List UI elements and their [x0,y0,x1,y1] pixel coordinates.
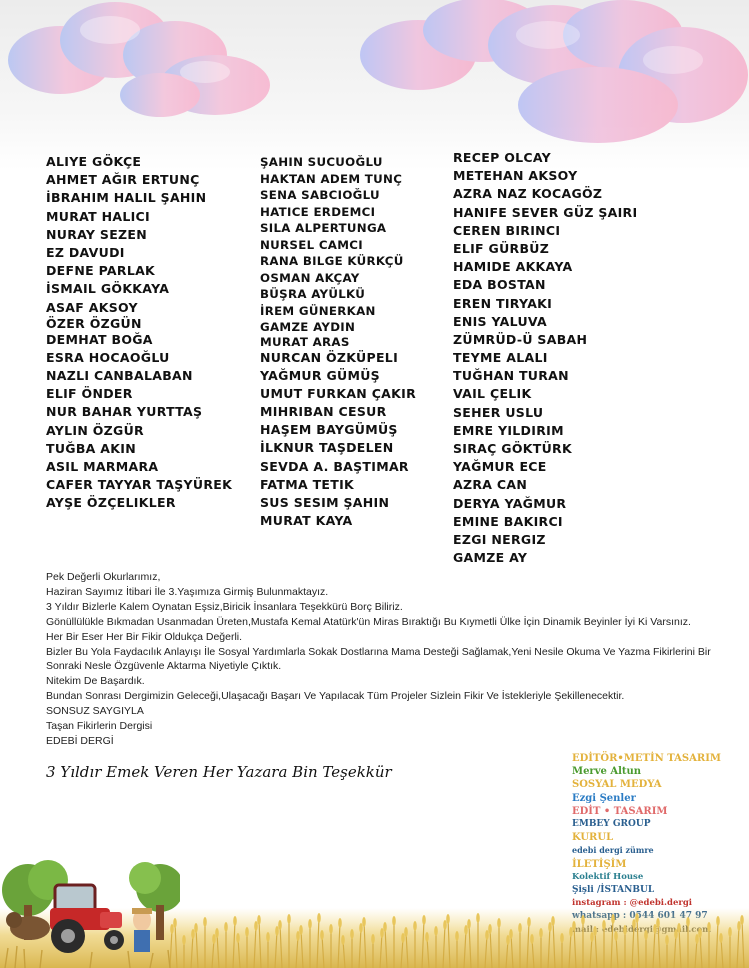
name-item: AZRA NAZ KOCAGÖZ [453,186,603,202]
name-item: EDA BOSTAN [453,277,546,293]
editorial-letter [46,570,736,749]
name-item: NURSEL CAMCI [260,237,363,252]
name-item: YAĞMUR ECE [453,459,547,475]
name-item: ASAF AKSOY [46,299,138,315]
name-item: İSMAIL GÖKKAYA [46,281,170,297]
name-item: EZ DAVUDI [46,244,125,260]
name-item: NURCAN ÖZKÜPELI [260,349,399,365]
credit-line: Merve Altun [572,766,642,778]
name-item: HANIFE SEVER GÜZ ŞAIRI [453,204,638,220]
name-item: EMRE YILDIRIM [453,422,564,438]
name-item: ESRA HOCAOĞLU [46,349,170,365]
letter-line: Sonraki Nesle Özgüvenle Aktarma Niyetiyle Çıktık. [46,660,282,673]
name-item: ŞAHIN SUCUOĞLU [260,155,383,169]
name-item: ENIS YALUVA [453,313,548,329]
credit-line: SOSYAL MEDYA [572,779,662,791]
names-column-3 [453,149,637,567]
name-item: GAMZE AY [453,550,528,566]
name-item: TUĞHAN TURAN [453,368,569,384]
name-item: TEYME ALALI [453,350,548,366]
name-item: ALIYE GÖKÇE [46,154,142,169]
letter-line: EDEBİ DERGİ [46,734,114,747]
credit-line: Kolektif House [572,871,644,882]
name-item: AYLIN ÖZGÜR [46,422,144,438]
name-item: RECEP OLCAY [453,150,551,165]
name-item: MURAT HALICI [46,208,150,224]
name-item: DEFNE PARLAK [46,263,156,279]
name-item: SENA SABCIOĞLU [260,188,380,202]
name-item: EMINE BAKIRCI [453,513,563,529]
name-item: ELIF GÜRBÜZ [453,240,550,256]
letter-line: Nitekim De Başardık. [46,675,145,688]
name-item: EZGI NERGIZ [453,531,546,547]
name-item: İBRAHIM HALIL ŞAHIN [46,190,207,206]
name-item: ASIL MARMARA [46,459,159,474]
thanks-slogan: 3 Yıldır Emek Veren Her Yazara Bin Teşekkür [46,763,392,781]
letter-line: Bizler Bu Yola Faydacılık Anlayışı İle Sosyal Yardımlarla Sokak Dostlarına Mama Desteği Sağlamak,Yeni Nesile Okuma Ve Yazma Fikirlerini Bir [46,645,711,658]
name-item: AHMET AĞIR ERTUNÇ [46,172,200,188]
name-item: VAIL ÇELIK [453,386,532,402]
name-item: YAĞMUR GÜMÜŞ [260,367,380,383]
name-item: CAFER TAYYAR TAŞYÜREK [46,477,233,493]
name-item: SEVDA A. BAŞTIMAR [260,458,409,474]
name-item: HAKTAN ADEM TUNÇ [260,171,403,186]
name-item: HATICE ERDEMCI [260,204,376,219]
name-item: ÖZER ÖZGÜN [46,315,142,331]
credit-line: Şişli /İSTANBUL [572,885,655,896]
credit-line: EDİT • TASARIM [572,805,668,817]
name-item: TUĞBA AKIN [46,440,136,456]
credit-line: Ezgi Şenler [572,792,636,804]
name-item: NUR BAHAR YURTTAŞ [46,404,203,420]
letter-line: Her Bir Eser Her Bir Fikir Oldukça Değerli. [46,630,243,643]
name-item: DEMHAT BOĞA [46,331,153,347]
name-item: SIRAÇ GÖKTÜRK [453,441,572,456]
name-item: İREM GÜNERKAN [260,303,376,318]
name-item: METEHAN AKSOY [453,168,578,184]
name-item: DERYA YAĞMUR [453,495,567,511]
name-item: MURAT KAYA [260,513,353,529]
name-item: OSMAN AKÇAY [260,270,360,285]
name-item: AYŞE ÖZÇELIKLER [46,495,176,511]
name-item: HAMIDE AKKAYA [453,259,573,275]
letter-line: 3 Yıldır Bizlerle Kalem Oynatan Eşsiz,Biricik İnsanlara Teşekkürü Borç Biliriz. [46,600,403,613]
name-item: NURAY SEZEN [46,226,148,242]
name-item: ELIF ÖNDER [46,386,133,402]
letter-line: Taşan Fikirlerin Dergisi [46,720,153,733]
name-item: GAMZE AYDIN [260,320,356,334]
name-item: CEREN BIRINCI [453,222,561,238]
name-item: MURAT ARAS [260,334,350,349]
name-item: İLKNUR TAŞDELEN [260,440,394,456]
cloud-right [358,0,749,150]
credit-line: EDİTÖR•METİN TASARIM [572,753,721,764]
name-item: SEHER USLU [453,404,544,420]
name-item: EREN TIRYAKI [453,295,553,311]
name-item: FATMA TETIK [260,476,355,492]
credit-line: edebi dergi zümre [572,845,654,856]
credit-line: instagram : @edebi.dergi [572,898,693,909]
letter-line: Gönüllülükle Bıkmadan Usanmadan Üreten,Mustafa Kemal Atatürk'ün Miras Bıraktığı Bu Kıymetli Ülke İçin Dinamik Beyinler İyi Ki Varsınız. [46,615,691,628]
farm-illustration [0,850,180,968]
letter-line: Pek Değerli Okurlarımız, [46,571,161,583]
names-column-2 [260,154,416,530]
name-item: SILA ALPERTUNGA [260,221,387,235]
name-item: BÜŞRA AYÜLKÜ [260,287,366,301]
credit-line: KURUL [572,832,614,844]
name-item: SUS SESIM ŞAHIN [260,495,390,510]
name-item: RANA BILGE KÜRKÇÜ [260,254,404,268]
letter-line: Bundan Sonrası Dergimizin Geleceği,Ulaşacağı Başarı Ve Yapılacak Tüm Projeler Sizlein Fikir Ve İstekleriyle Şekillenecektir. [46,690,625,703]
name-item: NAZLI CANBALABAN [46,368,193,384]
letter-line: Haziran Sayımız İtibari İle 3.Yaşımıza Girmiş Bulunmaktayız. [46,585,329,598]
name-item: HAŞEM BAYGÜMÜŞ [260,422,398,438]
name-item: MIHRIBAN CESUR [260,404,387,420]
name-item: ZÜMRÜD-Ü SABAH [453,331,588,347]
credit-line: EMBEY GROUP [572,819,651,830]
cloud-left [0,0,280,125]
names-column-1 [46,153,232,513]
credit-line: İLETİŞİM [572,858,627,870]
name-item: UMUT FURKAN ÇAKIR [260,385,417,401]
letter-line: SONSUZ SAYGIYLA [46,705,144,718]
name-item: AZRA CAN [453,477,528,493]
